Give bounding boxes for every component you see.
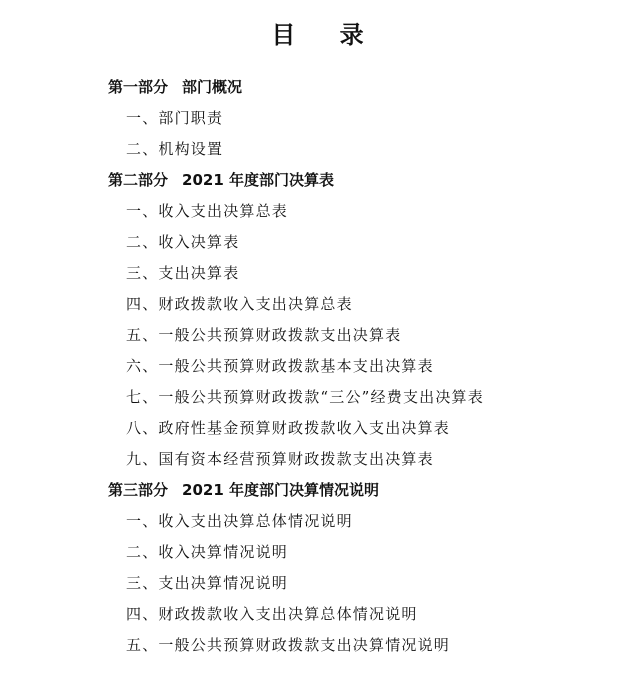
toc-item: 二、收入决算表 [126,233,240,251]
toc-item: 八、政府性基金预算财政拨款收入支出决算表 [126,419,451,437]
toc-part-name: 2021 年度部门决算表 [182,171,334,189]
toc-item: 一、收入支出决算总体情况说明 [126,512,353,530]
toc-part-3 [108,477,379,503]
toc-part-2 [108,167,334,193]
toc-item: 六、一般公共预算财政拨款基本支出决算表 [126,357,434,375]
toc-part-label: 第三部分 [108,481,169,499]
toc-item: 五、一般公共预算财政拨款支出决算表 [126,326,402,344]
toc-item: 七、一般公共预算财政拨款“三公”经费支出决算表 [126,388,484,406]
toc-part-name: 2021 年度部门决算情况说明 [182,481,379,499]
toc-item: 一、收入支出决算总表 [126,202,289,220]
toc-part-label: 第二部分 [108,171,169,189]
toc-item: 二、机构设置 [126,140,224,158]
toc-item: 五、一般公共预算财政拨款支出决算情况说明 [126,636,451,654]
page-title: 目 录 [271,20,382,49]
toc-item: 三、支出决算情况说明 [126,574,289,592]
toc-part-label: 第一部分 [108,78,169,96]
toc-item: 三、支出决算表 [126,264,240,282]
toc-part-1 [108,74,242,100]
toc-item: 四、财政拨款收入支出决算总表 [126,295,353,313]
toc-item: 一、部门职责 [126,109,224,127]
toc-item: 四、财政拨款收入支出决算总体情况说明 [126,605,418,623]
toc-item: 九、国有资本经营预算财政拨款支出决算表 [126,450,434,468]
toc-item: 二、收入决算情况说明 [126,543,289,561]
toc-part-name: 部门概况 [182,78,243,96]
